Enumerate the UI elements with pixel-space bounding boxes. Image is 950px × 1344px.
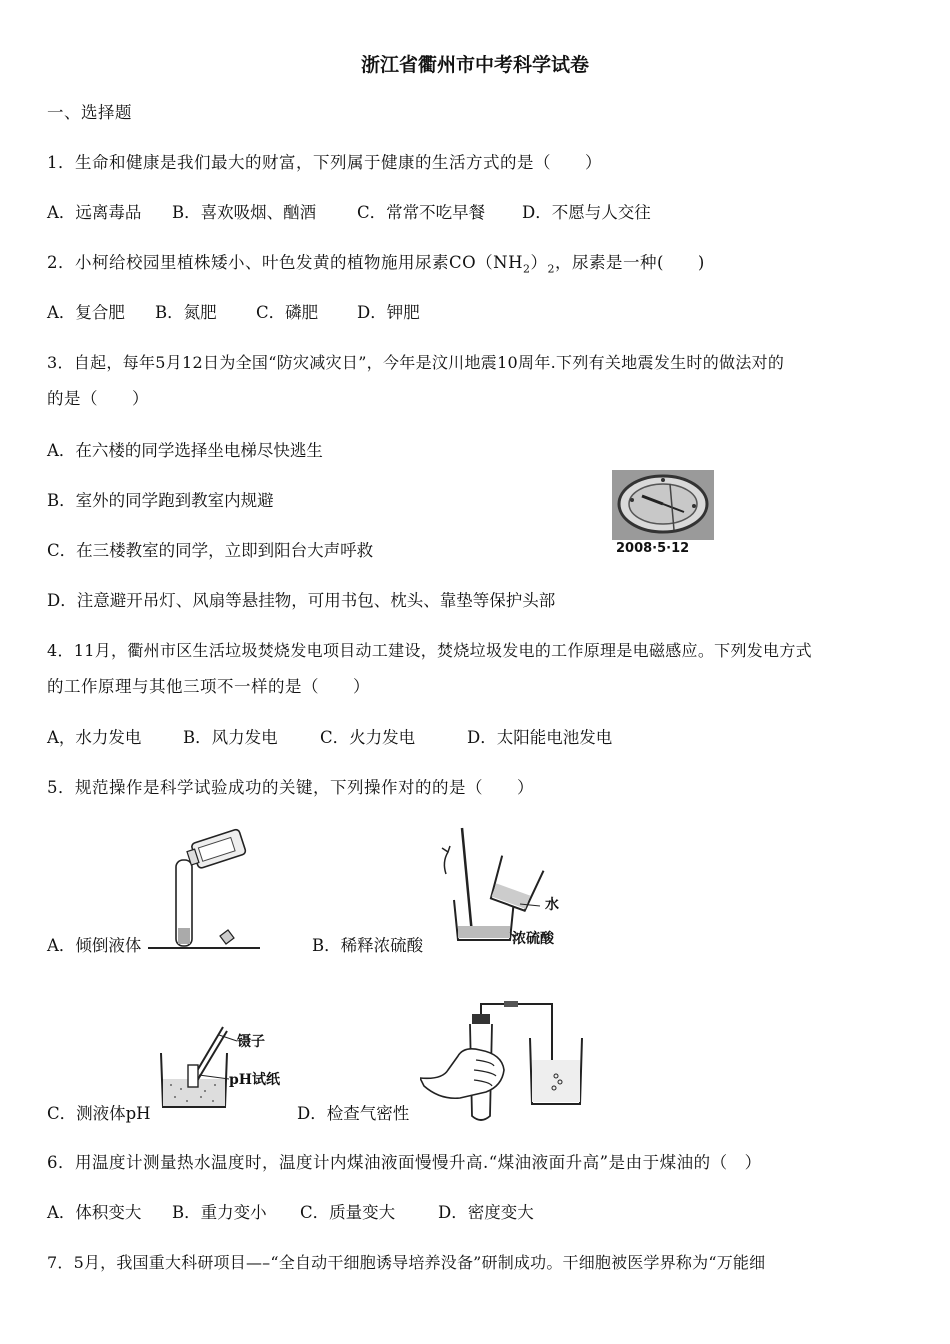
q2-stem-part-b: ） bbox=[530, 253, 548, 272]
q3-option-a: A．在六楼的同学选择坐电梯尽快逃生 bbox=[47, 441, 323, 460]
question-4-stem-line-1: 4．11月，衢州市区生活垃圾焚烧发电项目动工建设，焚烧垃圾发电的工作原理是电磁感应。下列发电方式 bbox=[47, 641, 812, 660]
q4-option-b: B．风力发电 bbox=[183, 728, 278, 747]
question-2-stem bbox=[47, 252, 705, 280]
section-heading: 一、选择题 bbox=[47, 103, 132, 122]
q6-option-a: A．体积变大 bbox=[47, 1203, 142, 1222]
question-4-stem-line-2: 的工作原理与其他三项不一样的是（ ） bbox=[47, 677, 370, 696]
q3-option-d: D．注意避开吊灯、风扇等悬挂物，可用书包、枕头、靠垫等保护头部 bbox=[47, 591, 556, 610]
question-7-stem: 7．5月，我国重大科研项目—–“全自动干细胞诱导培养没备”研制成功。干细胞被医学界称为“万能细 bbox=[47, 1253, 766, 1272]
earthquake-clock-image bbox=[612, 470, 714, 562]
q1-option-c: C．常常不吃早餐 bbox=[357, 203, 486, 222]
q6-option-d: D．密度变大 bbox=[438, 1203, 534, 1222]
label-water: 水 bbox=[545, 897, 559, 913]
figure-pouring-liquid bbox=[148, 828, 260, 953]
q2-option-a: A．复合肥 bbox=[47, 303, 125, 322]
q5-option-d: D．检查气密性 bbox=[297, 1104, 410, 1123]
q4-option-a: A，水力发电 bbox=[47, 728, 142, 747]
q2-option-b: B．氮肥 bbox=[155, 303, 217, 322]
figure-measuring-ph bbox=[157, 1025, 297, 1111]
figure-diluting-acid bbox=[428, 822, 578, 954]
question-3-stem-line-1: 3．自起，每年5月12日为全国“防灾减灾日”，今年是汶川地震10周年.下列有关地震发生时的做法对的 bbox=[47, 353, 785, 372]
question-1-stem: 1．生命和健康是我们最大的财富，下列属于健康的生活方式的是（ ） bbox=[47, 153, 602, 172]
q2-stem-part-a: 2．小柯给校园里植株矮小、叶色发黄的植物施用尿素CO（NH bbox=[47, 253, 523, 272]
q2-option-d: D．钾肥 bbox=[357, 303, 420, 322]
q5-option-b: B．稀释浓硫酸 bbox=[312, 936, 424, 955]
q2-subscript-1: 2 bbox=[522, 262, 531, 276]
q1-option-d: D．不愿与人交往 bbox=[522, 203, 651, 222]
figure-checking-airtightness bbox=[420, 1000, 585, 1130]
q2-stem-part-c: ，尿素是一种( ) bbox=[554, 253, 705, 272]
q4-option-d: D．太阳能电池发电 bbox=[467, 728, 613, 747]
label-tweezers: 镊子 bbox=[237, 1034, 265, 1050]
q5-option-c: C．测液体pH bbox=[47, 1104, 151, 1123]
q4-option-c: C．火力发电 bbox=[320, 728, 416, 747]
q1-option-b: B．喜欢吸烟、酗酒 bbox=[172, 203, 317, 222]
q2-option-c: C．磷肥 bbox=[256, 303, 319, 322]
q2-subscript-2: 2 bbox=[547, 262, 555, 276]
earthquake-image-caption: 2008·5·12 bbox=[616, 541, 690, 556]
q6-option-c: C．质量变大 bbox=[300, 1203, 396, 1222]
label-ph-paper: pH试纸 bbox=[229, 1072, 281, 1088]
q5-option-a: A．倾倒液体 bbox=[47, 936, 142, 955]
question-3-stem-line-2: 的是（ ） bbox=[47, 389, 149, 408]
question-5-stem: 5．规范操作是科学试验成功的关键，下列操作对的的是（ ） bbox=[47, 778, 534, 797]
q3-option-c: C．在三楼教室的同学，立即到阳台大声呼救 bbox=[47, 541, 374, 560]
q1-option-a: A．远离毒品 bbox=[47, 203, 142, 222]
q3-option-b: B．室外的同学跑到教室内规避 bbox=[47, 491, 274, 510]
page-title: 浙江省衢州市中考科学试卷 bbox=[360, 54, 589, 76]
question-6-stem: 6．用温度计测量热水温度时，温度计内煤油液面慢慢升高.“煤油液面升高”是由于煤油的（ ） bbox=[47, 1153, 762, 1172]
label-concentrated-acid: 浓硫酸 bbox=[512, 931, 554, 947]
q6-option-b: B．重力变小 bbox=[172, 1203, 267, 1222]
